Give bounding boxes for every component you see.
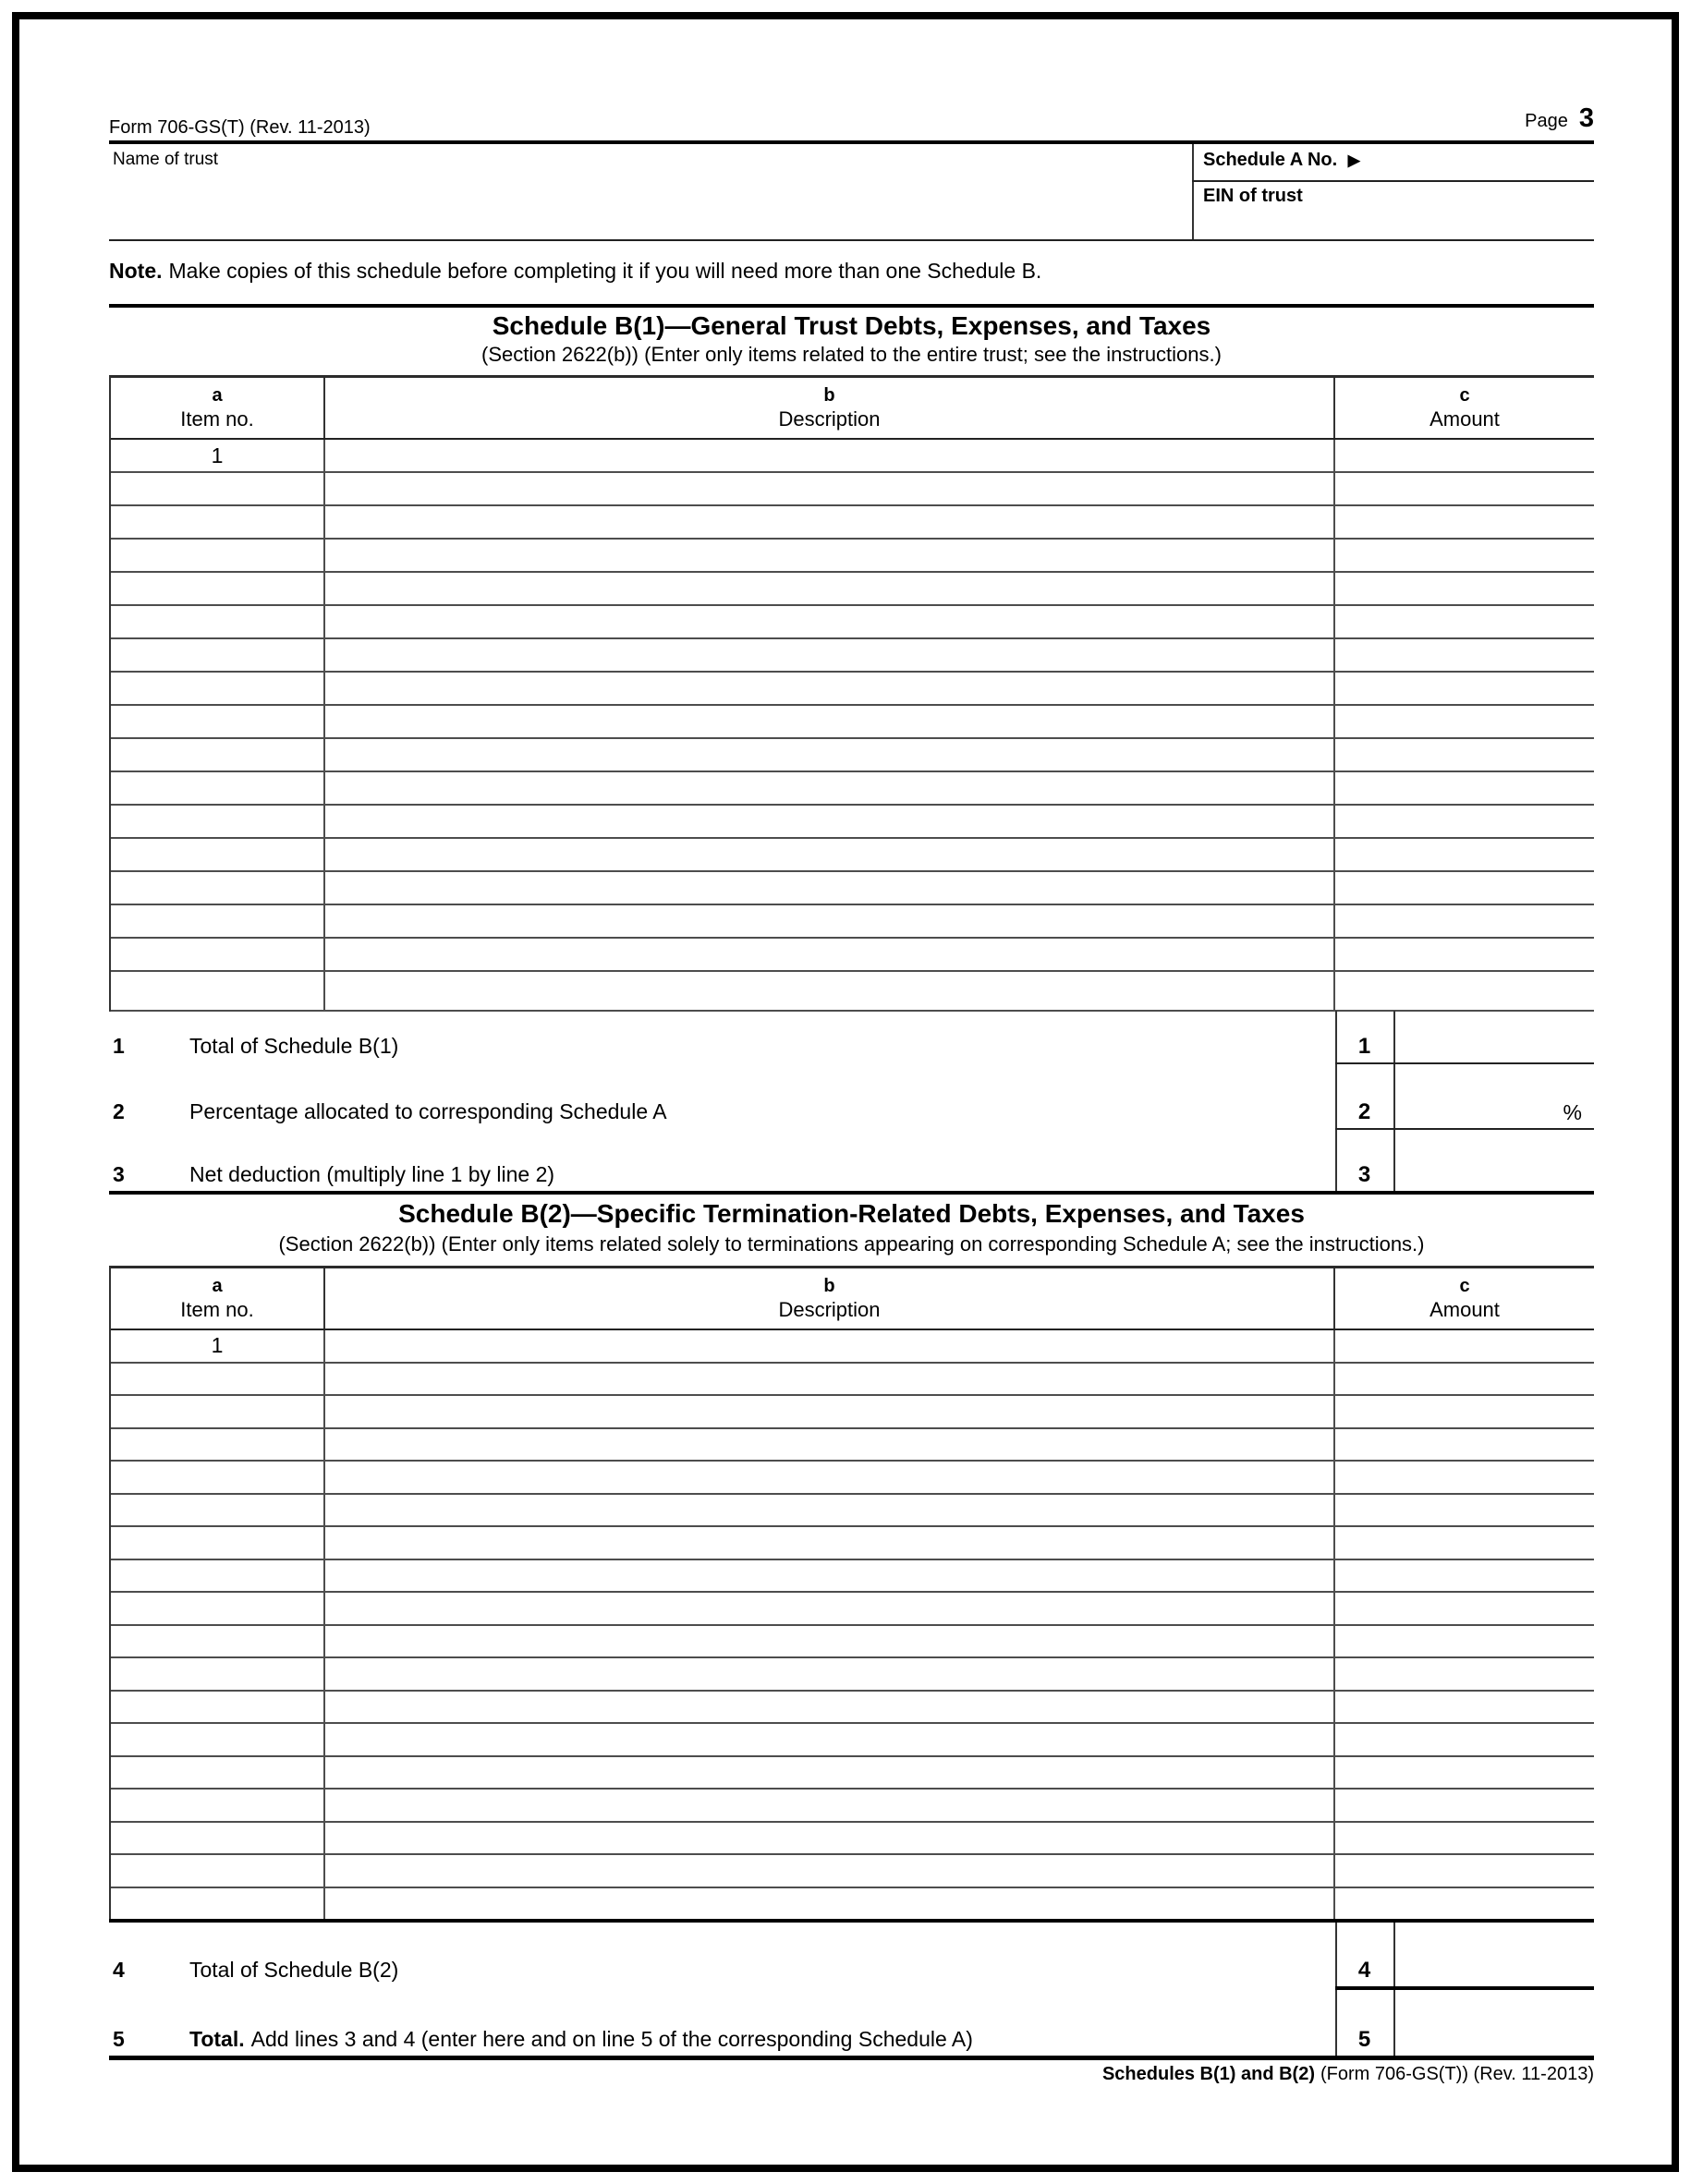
amount-cell[interactable] <box>1335 639 1594 671</box>
line-1-total-b1 <box>113 1031 1321 1062</box>
table-row[interactable] <box>111 1757 1594 1790</box>
table-row[interactable] <box>111 1692 1594 1725</box>
col-a-letter: a <box>212 385 223 406</box>
line-4-amount-input[interactable] <box>1395 1926 1594 1984</box>
b2-table-bottom-rule <box>109 1919 1594 1923</box>
description-cell[interactable] <box>325 1462 1335 1493</box>
table-row[interactable] <box>111 1330 1594 1364</box>
amount-cell[interactable] <box>1335 806 1594 837</box>
item-no-cell[interactable] <box>111 1495 325 1526</box>
note <box>109 259 1041 284</box>
amount-cell[interactable] <box>1335 706 1594 737</box>
line-label: Total of Schedule B(2) <box>189 1958 399 1982</box>
header-box-bottom-rule <box>109 239 1594 241</box>
footer-form-id: (Form 706-GS(T)) (Rev. 11-2013) <box>1320 2064 1594 2084</box>
footer <box>1102 2064 1594 2085</box>
table-row[interactable] <box>111 939 1594 972</box>
description-cell[interactable] <box>325 1724 1335 1755</box>
description-cell[interactable] <box>325 706 1335 737</box>
description-cell[interactable] <box>325 1626 1335 1657</box>
item-no-cell[interactable] <box>111 1462 325 1493</box>
amount-cell[interactable] <box>1335 473 1594 504</box>
line-label: Percentage allocated to corresponding Schedule A <box>189 1099 667 1123</box>
item-no-cell[interactable] <box>111 1330 325 1362</box>
bottom-rule <box>109 2056 1594 2060</box>
table-row[interactable] <box>111 573 1594 606</box>
item-no-cell[interactable] <box>111 473 325 504</box>
page-label: Page <box>1525 111 1568 131</box>
page-indicator <box>1525 103 1594 134</box>
schedule-a-underline <box>1192 180 1594 182</box>
item-no-cell[interactable] <box>111 1790 325 1821</box>
table-row[interactable] <box>111 905 1594 939</box>
description-cell[interactable] <box>325 872 1335 904</box>
table-row[interactable] <box>111 1823 1594 1856</box>
item-no-cell[interactable] <box>111 939 325 970</box>
ein-label: EIN of trust <box>1203 186 1303 206</box>
amount-cell[interactable] <box>1335 772 1594 804</box>
description-cell[interactable] <box>325 639 1335 671</box>
col-c-label: Amount <box>1429 407 1500 431</box>
amount-cell[interactable] <box>1335 1658 1594 1690</box>
description-cell[interactable] <box>325 1888 1335 1923</box>
table-row[interactable] <box>111 972 1594 1012</box>
description-cell[interactable] <box>325 1692 1335 1723</box>
amount-cell[interactable] <box>1335 939 1594 970</box>
b2-section-rule <box>109 1191 1594 1195</box>
amount-cell[interactable] <box>1335 839 1594 870</box>
amount-cell[interactable] <box>1335 1560 1594 1592</box>
table-row[interactable] <box>111 806 1594 839</box>
table-row[interactable] <box>111 540 1594 573</box>
description-cell[interactable] <box>325 1495 1335 1526</box>
line1-amount-underline <box>1335 1062 1594 1064</box>
item-no-cell[interactable] <box>111 540 325 571</box>
description-cell[interactable] <box>325 972 1335 1010</box>
amount-cell[interactable] <box>1335 1823 1594 1854</box>
table-row[interactable] <box>111 1855 1594 1888</box>
amount-cell[interactable] <box>1335 673 1594 704</box>
b1-table <box>109 375 1594 1012</box>
line-3-amount-input[interactable] <box>1395 1133 1594 1188</box>
table-row[interactable] <box>111 1626 1594 1659</box>
table-row[interactable] <box>111 506 1594 540</box>
description-cell[interactable] <box>325 473 1335 504</box>
item-no-cell[interactable] <box>111 1724 325 1755</box>
note-lead: Note. <box>109 259 163 283</box>
item-no-cell[interactable] <box>111 1593 325 1624</box>
footer-schedule-name: Schedules B(1) and B(2) <box>1101 2064 1315 2084</box>
table-row[interactable] <box>111 473 1594 506</box>
name-of-trust-label: Name of trust <box>113 150 219 169</box>
line-2-percentage <box>113 1097 1321 1128</box>
item-no-cell[interactable] <box>111 839 325 870</box>
col-c-letter: c <box>1459 1276 1470 1296</box>
percent-sign: % <box>1563 1100 1582 1124</box>
line-label: Net deduction (multiply line 1 by line 2) <box>189 1162 555 1186</box>
amount-cell[interactable] <box>1335 872 1594 904</box>
line-label <box>189 2024 973 2054</box>
amount-cell[interactable] <box>1335 573 1594 604</box>
description-cell[interactable] <box>325 1658 1335 1690</box>
description-cell[interactable] <box>325 1790 1335 1821</box>
amount-cell[interactable] <box>1335 1330 1594 1362</box>
line-2-amount-input[interactable] <box>1395 1067 1562 1122</box>
line-number: 1 <box>113 1034 125 1058</box>
amount-cell[interactable] <box>1335 1495 1594 1526</box>
col-b-label: Description <box>778 407 881 431</box>
line-number: 2 <box>113 1099 125 1123</box>
table-row[interactable] <box>111 839 1594 872</box>
item-no-cell[interactable] <box>111 573 325 604</box>
amount-cell[interactable] <box>1335 972 1594 1010</box>
line2-amount-underline <box>1335 1128 1594 1130</box>
table-row[interactable] <box>111 1396 1594 1429</box>
table-row[interactable] <box>111 1462 1594 1495</box>
description-cell[interactable] <box>325 1593 1335 1624</box>
col-c-label: Amount <box>1429 1298 1500 1321</box>
item-no-cell[interactable] <box>111 1855 325 1887</box>
schedule-a-no-field[interactable] <box>1203 150 1360 171</box>
table-row[interactable] <box>111 1429 1594 1462</box>
description-cell[interactable] <box>325 839 1335 870</box>
line4-amount-underline <box>1335 1986 1594 1990</box>
table-row[interactable] <box>111 1495 1594 1528</box>
col-b-letter: b <box>823 1276 835 1296</box>
amount-cell[interactable] <box>1335 1364 1594 1395</box>
item-no-cell[interactable] <box>111 772 325 804</box>
item-no-cell[interactable] <box>111 1823 325 1854</box>
b1-col-description <box>325 378 1335 438</box>
item-no-cell[interactable] <box>111 1626 325 1657</box>
col-a-label: Item no. <box>180 1298 254 1321</box>
item-no-cell[interactable] <box>111 872 325 904</box>
table-row[interactable] <box>111 1593 1594 1626</box>
line-4-total-b2 <box>113 1955 1321 1986</box>
b2-col-description <box>325 1268 1335 1329</box>
item-no-cell[interactable] <box>111 1429 325 1461</box>
table-row[interactable] <box>111 606 1594 639</box>
item-no-cell[interactable] <box>111 1560 325 1592</box>
item-no-cell[interactable] <box>111 1757 325 1789</box>
line-2-box: 2 <box>1357 1099 1371 1124</box>
item-no-cell[interactable] <box>111 1658 325 1690</box>
b1-col-item-no <box>111 378 325 438</box>
amount-cell[interactable] <box>1335 1692 1594 1723</box>
description-cell[interactable] <box>325 1527 1335 1559</box>
table-row[interactable] <box>111 772 1594 806</box>
amount-cell[interactable] <box>1335 1757 1594 1789</box>
description-cell[interactable] <box>325 506 1335 538</box>
item-no: 1 <box>211 443 224 467</box>
line-3-box: 3 <box>1357 1162 1371 1187</box>
item-no-cell[interactable] <box>111 673 325 704</box>
table-row[interactable] <box>111 706 1594 739</box>
description-cell[interactable] <box>325 905 1335 937</box>
item-no-cell[interactable] <box>111 606 325 637</box>
item-no-cell[interactable] <box>111 506 325 538</box>
line-number: 5 <box>113 2027 125 2051</box>
col-c-letter: c <box>1459 385 1470 406</box>
ein-field[interactable] <box>1203 186 1303 207</box>
amount-cell[interactable] <box>1335 606 1594 637</box>
description-cell[interactable] <box>325 806 1335 837</box>
amount-cell[interactable] <box>1335 905 1594 937</box>
amount-cell[interactable] <box>1335 1790 1594 1821</box>
page-number: 3 <box>1578 103 1594 133</box>
amount-cell[interactable] <box>1335 1855 1594 1887</box>
col-a-label: Item no. <box>180 407 254 431</box>
item-no-cell[interactable] <box>111 1364 325 1395</box>
description-cell[interactable] <box>325 939 1335 970</box>
b1-section-subtitle: (Section 2622(b)) (Enter only items related to the entire trust; see the instructions.) <box>481 343 1222 366</box>
description-cell[interactable] <box>325 1757 1335 1789</box>
amount-cell[interactable] <box>1335 1888 1594 1923</box>
table-row[interactable] <box>111 739 1594 772</box>
line-5-grand-total <box>113 2024 1321 2056</box>
b2-table <box>109 1266 1594 1923</box>
description-cell[interactable] <box>325 540 1335 571</box>
b2-item-rows <box>111 1330 1594 1923</box>
description-cell[interactable] <box>325 606 1335 637</box>
description-cell[interactable] <box>325 1823 1335 1854</box>
description-cell[interactable] <box>325 1560 1335 1592</box>
item-no-cell[interactable] <box>111 706 325 737</box>
amount-cell[interactable] <box>1335 739 1594 770</box>
table-row[interactable] <box>111 440 1594 473</box>
description-cell[interactable] <box>325 1330 1335 1362</box>
table-row[interactable] <box>111 1658 1594 1692</box>
line-5-amount-input[interactable] <box>1395 1994 1594 2051</box>
form-id: Form 706-GS(T) (Rev. 11-2013) <box>109 117 371 138</box>
line-5-box: 5 <box>1357 2027 1371 2052</box>
description-cell[interactable] <box>325 573 1335 604</box>
description-cell[interactable] <box>325 739 1335 770</box>
header-rule <box>109 140 1594 144</box>
amount-cell[interactable] <box>1335 1396 1594 1427</box>
item-no-cell[interactable] <box>111 1888 325 1923</box>
b1-table-header <box>111 378 1594 440</box>
line-label-rest: Add lines 3 and 4 (enter here and on line 5 of the corresponding Schedule A) <box>250 2027 973 2051</box>
line-1-box: 1 <box>1357 1034 1371 1059</box>
table-row[interactable] <box>111 1724 1594 1757</box>
note-text: Make copies of this schedule before completing it if you will need more than one Schedule B. <box>168 259 1042 283</box>
item-no: 1 <box>211 1333 224 1358</box>
amount-cell[interactable] <box>1335 1429 1594 1461</box>
b2-section-title: Schedule B(2)—Specific Termination-Related Debts, Expenses, and Taxes <box>398 1199 1305 1228</box>
table-row[interactable] <box>111 1888 1594 1923</box>
b2-table-header <box>111 1268 1594 1330</box>
b2-col-amount <box>1335 1268 1594 1329</box>
item-no-cell[interactable] <box>111 1396 325 1427</box>
amount-cell[interactable] <box>1335 1462 1594 1493</box>
b1-col-amount <box>1335 378 1594 438</box>
table-row[interactable] <box>111 639 1594 673</box>
b2-section-subtitle: (Section 2622(b)) (Enter only items related solely to terminations appearing on corresponding Schedule A; see the instructions.) <box>278 1232 1425 1256</box>
table-row[interactable] <box>111 1527 1594 1560</box>
item-no-cell[interactable] <box>111 1527 325 1559</box>
description-cell[interactable] <box>325 772 1335 804</box>
table-row[interactable] <box>111 1560 1594 1594</box>
header-box-divider <box>1192 144 1194 241</box>
description-cell[interactable] <box>325 440 1335 471</box>
amount-cell[interactable] <box>1335 1626 1594 1657</box>
arrow-right-icon: ▶ <box>1347 152 1360 169</box>
b1-item-rows <box>111 440 1594 1012</box>
item-no-cell[interactable] <box>111 639 325 671</box>
amount-cell[interactable] <box>1335 1724 1594 1755</box>
line-3-net-deduction <box>113 1159 1321 1191</box>
b1-section-rule <box>109 304 1594 308</box>
description-cell[interactable] <box>325 673 1335 704</box>
amount-cell[interactable] <box>1335 506 1594 538</box>
name-of-trust-input[interactable] <box>109 162 1181 239</box>
description-cell[interactable] <box>325 1855 1335 1887</box>
item-no-cell[interactable] <box>111 440 325 471</box>
line-label-bold: Total. <box>189 2027 245 2051</box>
table-row[interactable] <box>111 872 1594 905</box>
b1-section-title: Schedule B(1)—General Trust Debts, Expenses, and Taxes <box>492 311 1211 340</box>
col-b-label: Description <box>778 1298 881 1321</box>
line-label: Total of Schedule B(1) <box>189 1034 399 1058</box>
description-cell[interactable] <box>325 1396 1335 1427</box>
item-no-cell[interactable] <box>111 972 325 1010</box>
amount-cell[interactable] <box>1335 440 1594 471</box>
item-no-cell[interactable] <box>111 739 325 770</box>
item-no-cell[interactable] <box>111 905 325 937</box>
schedule-a-no-label: Schedule A No. <box>1203 150 1338 170</box>
col-a-letter: a <box>212 1276 223 1296</box>
col-b-letter: b <box>823 385 835 406</box>
table-row[interactable] <box>111 1364 1594 1397</box>
description-cell[interactable] <box>325 1429 1335 1461</box>
table-row[interactable] <box>111 673 1594 706</box>
amount-cell[interactable] <box>1335 1593 1594 1624</box>
amount-cell[interactable] <box>1335 1527 1594 1559</box>
line-1-amount-input[interactable] <box>1395 1016 1594 1062</box>
table-row[interactable] <box>111 1790 1594 1823</box>
item-no-cell[interactable] <box>111 1692 325 1723</box>
line-4-box: 4 <box>1357 1958 1371 1983</box>
amount-cell[interactable] <box>1335 540 1594 571</box>
line-number: 3 <box>113 1162 125 1186</box>
line-number: 4 <box>113 1958 125 1982</box>
b2-col-item-no <box>111 1268 325 1329</box>
item-no-cell[interactable] <box>111 806 325 837</box>
description-cell[interactable] <box>325 1364 1335 1395</box>
